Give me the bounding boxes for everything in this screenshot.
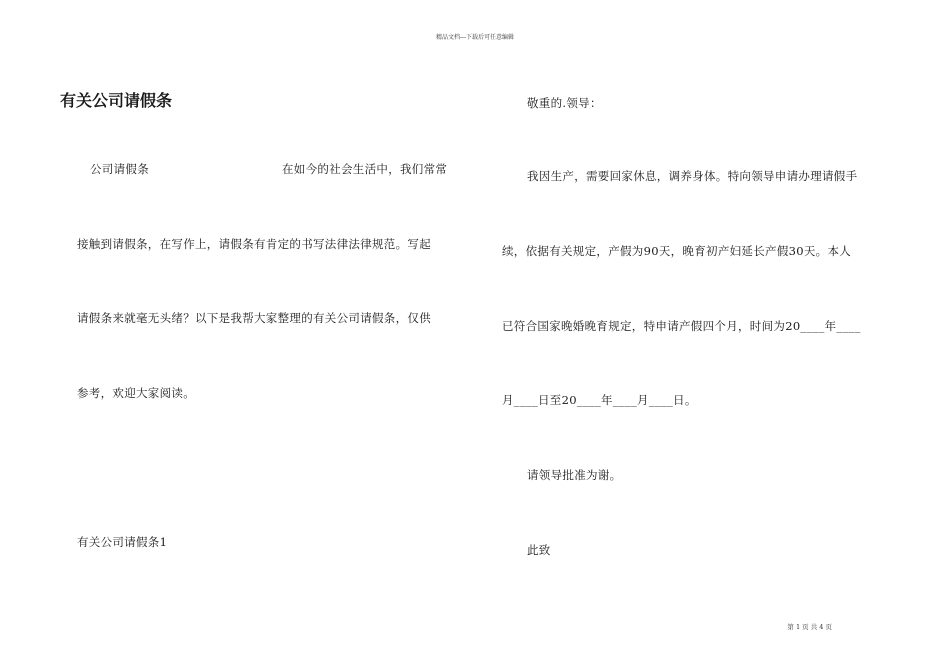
body-line-3: 已符合国家晚婚晚育规定，特申请产假四个月，时间为20____年____ bbox=[502, 319, 861, 333]
intro-text-line-2: 接触到请假条，在写作上，请假条有肯定的书写法律法律规范。写起 bbox=[77, 237, 431, 251]
body-line-2: 续，依据有关规定，产假为90天，晚育初产妇延长产假30天。本人 bbox=[502, 244, 852, 258]
intro-label: 公司请假条 bbox=[90, 162, 149, 176]
body-line-4: 月____日至20____年____月____日。 bbox=[502, 393, 697, 407]
section-heading: 有关公司请假条1 bbox=[77, 535, 168, 549]
intro-text-line-1: 在如今的社会生活中，我们常常 bbox=[282, 162, 448, 176]
body-line-1: 我因生产，需要回家休息，调养身体。特向领导申请办理请假手 bbox=[527, 169, 858, 183]
closing: 此致 bbox=[527, 543, 551, 557]
salutation: 敬重的.领导： bbox=[527, 96, 602, 110]
closing-request: 请领导批准为谢。 bbox=[527, 468, 622, 482]
intro-text-line-3: 请假条来就毫无头绪？以下是我帮大家整理的有关公司请假条，仅供 bbox=[77, 311, 431, 325]
page-indicator: 第 1 页 共 4 页 bbox=[787, 623, 832, 631]
intro-text-line-4: 参考，欢迎大家阅读。 bbox=[77, 386, 195, 400]
header-note: 精品文档---下载后可任意编辑 bbox=[435, 34, 515, 41]
document-title: 有关公司请假条 bbox=[60, 91, 173, 110]
